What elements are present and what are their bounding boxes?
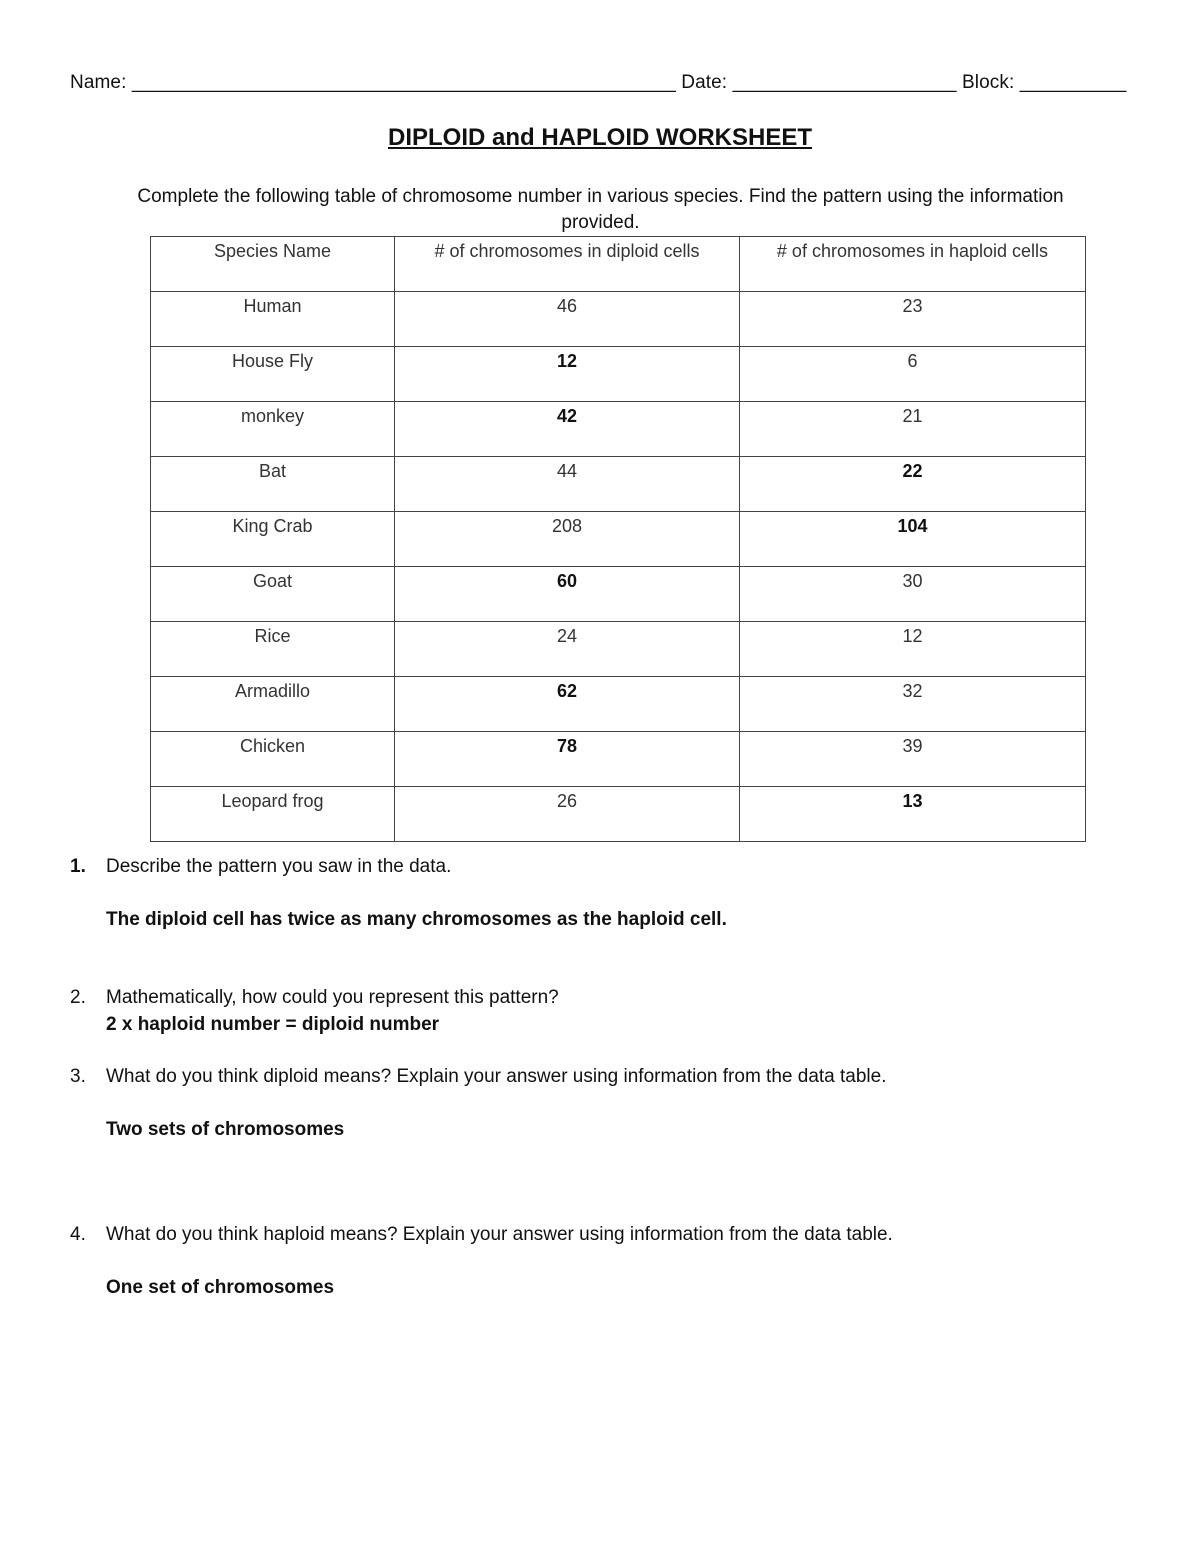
haploid-cell: 23 xyxy=(740,292,1086,347)
diploid-cell: 42 xyxy=(395,402,740,457)
table-row xyxy=(151,292,1086,347)
diploid-cell: 26 xyxy=(395,787,740,842)
haploid-cell: 12 xyxy=(740,622,1086,677)
table-row xyxy=(151,622,1086,677)
column-header-diploid: # of chromosomes in diploid cells xyxy=(395,237,740,292)
diploid-cell: 24 xyxy=(395,622,740,677)
haploid-cell: 104 xyxy=(740,512,1086,567)
diploid-cell: 44 xyxy=(395,457,740,512)
haploid-cell: 13 xyxy=(740,787,1086,842)
table-row xyxy=(151,402,1086,457)
table-row xyxy=(151,347,1086,402)
species-cell: Bat xyxy=(151,457,395,512)
table-row xyxy=(151,677,1086,732)
haploid-cell: 22 xyxy=(740,457,1086,512)
table-header-row xyxy=(151,237,1086,292)
species-cell: Goat xyxy=(151,567,395,622)
table-row xyxy=(151,457,1086,512)
species-cell: Human xyxy=(151,292,395,347)
answer-2: 2 x haploid number = diploid number xyxy=(106,1014,440,1035)
haploid-cell: 6 xyxy=(740,347,1086,402)
question-text: What do you think haploid means? Explain your answer using information from the data table. xyxy=(106,1224,893,1245)
question-number: 4. xyxy=(70,1224,86,1245)
haploid-cell: 21 xyxy=(740,402,1086,457)
block-label: Block: xyxy=(961,72,1015,93)
diploid-cell: 78 xyxy=(395,732,740,787)
diploid-cell: 62 xyxy=(395,677,740,732)
table-row xyxy=(151,787,1086,842)
diploid-cell: 12 xyxy=(395,347,740,402)
question-text: Mathematically, how could you represent this pattern? xyxy=(106,987,559,1008)
block-blank[interactable]: __________ xyxy=(1019,72,1127,93)
column-header-species: Species Name xyxy=(151,237,395,292)
answer-1: The diploid cell has twice as many chromosomes as the haploid cell. xyxy=(106,909,727,930)
table-row xyxy=(151,567,1086,622)
name-blank[interactable]: ___________________________________________________ xyxy=(131,72,676,93)
diploid-cell: 208 xyxy=(395,512,740,567)
table-row xyxy=(151,512,1086,567)
species-cell: Armadillo xyxy=(151,677,395,732)
question-text: What do you think diploid means? Explain your answer using information from the data table. xyxy=(106,1066,887,1087)
question-number: 1. xyxy=(70,856,86,877)
answer-3: Two sets of chromosomes xyxy=(106,1119,345,1140)
question-number: 3. xyxy=(70,1066,86,1087)
species-cell: King Crab xyxy=(151,512,395,567)
question-number: 2. xyxy=(70,987,86,1008)
date-label: Date: xyxy=(681,72,728,93)
answer-4: One set of chromosomes xyxy=(106,1277,335,1298)
chromosome-table xyxy=(150,236,1086,842)
diploid-cell: 46 xyxy=(395,292,740,347)
worksheet-title: DIPLOID and HAPLOID WORKSHEET xyxy=(387,124,812,151)
species-cell: Chicken xyxy=(151,732,395,787)
date-blank[interactable]: _____________________ xyxy=(732,72,957,93)
haploid-cell: 32 xyxy=(740,677,1086,732)
haploid-cell: 39 xyxy=(740,732,1086,787)
species-cell: House Fly xyxy=(151,347,395,402)
student-info-line xyxy=(70,72,1127,94)
species-cell: Rice xyxy=(151,622,395,677)
species-cell: Leopard frog xyxy=(151,787,395,842)
column-header-haploid: # of chromosomes in haploid cells xyxy=(740,237,1086,292)
species-cell: monkey xyxy=(151,402,395,457)
diploid-cell: 60 xyxy=(395,567,740,622)
instructions: Complete the following table of chromosome number in various species. Find the pattern using the information provided. xyxy=(137,186,1064,233)
name-label: Name: xyxy=(70,72,127,93)
question-text: Describe the pattern you saw in the data. xyxy=(106,856,452,877)
haploid-cell: 30 xyxy=(740,567,1086,622)
table-row xyxy=(151,732,1086,787)
